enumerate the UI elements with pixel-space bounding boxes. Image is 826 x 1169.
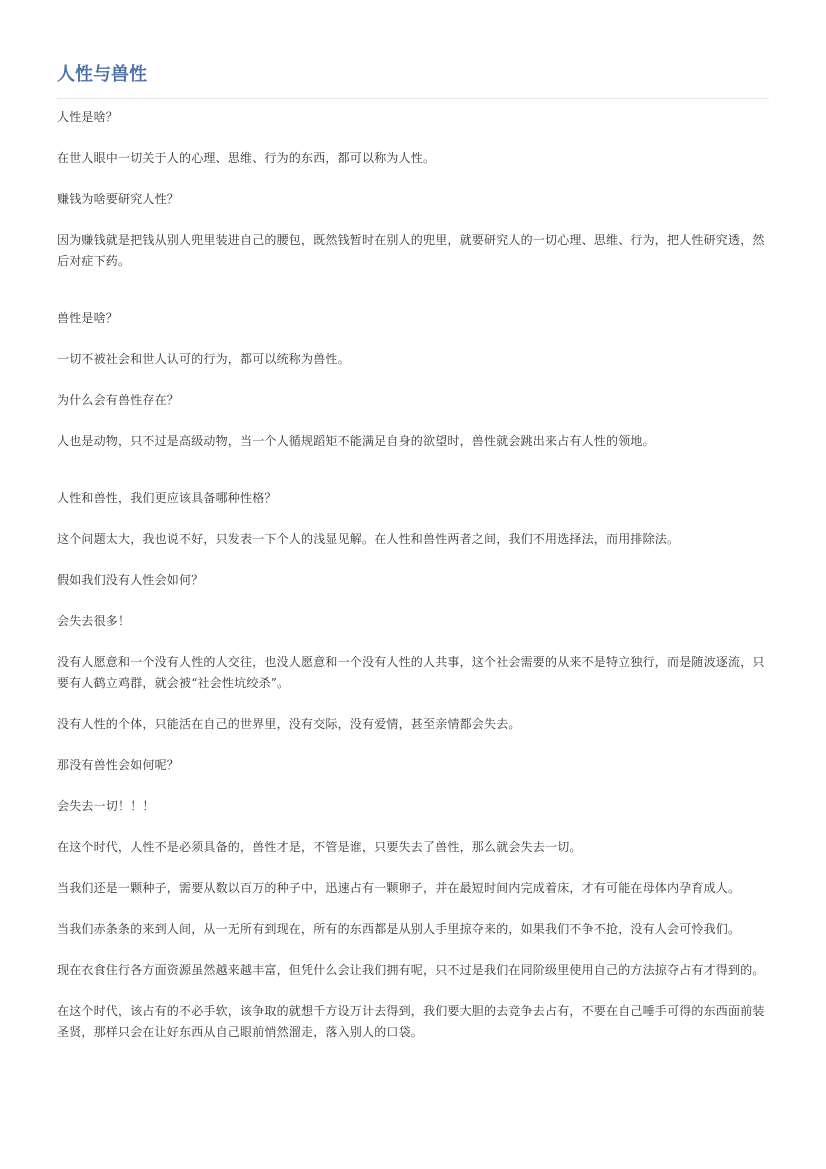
paragraph: 人也是动物，只不过是高级动物，当一个人循规蹈矩不能满足自身的欲望时，兽性就会跳出来占有人性的领地。 [57, 434, 655, 448]
paragraph: 赚钱为啥要研究人性？ [57, 192, 180, 206]
paragraph: 假如我们没有人性会如何？ [57, 573, 204, 587]
paragraph: 没有人性的个体，只能活在自己的世界里，没有交际，没有爱情，甚至亲情都会失去。 [57, 717, 521, 731]
paragraph: 人性和兽性，我们更应该具备哪种性格？ [57, 491, 277, 505]
paragraph: 在这个时代，该占有的不必手软，该争取的就想千方设万计去得到，我们要大胆的去竞争去占有，不要在自己唾手可得的东西面前装圣贤，那样只会在让好东西从自己眼前悄然溜走，落入别人的口袋。 [57, 1004, 765, 1039]
paragraph: 因为赚钱就是把钱从别人兜里装进自己的腰包，既然钱暂时在别人的兜里，就要研究人的一切心理、思维、行为，把人性研究透，然后对症下药。 [57, 233, 765, 268]
article [57, 62, 769, 1063]
paragraph: 在这个时代，人性不是必须具备的，兽性才是，不管是谁，只要失去了兽性，那么就会失去一切。 [57, 840, 582, 854]
paragraph: 没有人愿意和一个没有人性的人交往，也没人愿意和一个没有人性的人共事，这个社会需要的从来不是特立独行，而是随波逐流，只要有人鹤立鸡群，就会被“社会性坑绞杀”。 [57, 655, 765, 690]
paragraph: 当我们赤条条的来到人间，从一无所有到现在，所有的东西都是从别人手里掠夺来的，如果我们不争不抢，没有人会可怜我们。 [57, 922, 741, 936]
article-body [57, 107, 769, 1043]
paragraph: 为什么会有兽性存在？ [57, 393, 180, 407]
paragraph: 会失去很多！ [57, 614, 131, 628]
article-title: 人性与兽性 [57, 62, 769, 99]
paragraph: 兽性是啥？ [57, 311, 119, 325]
paragraph: 会失去一切！！！ [57, 799, 155, 813]
paragraph: 这个问题太大，我也说不好，只发表一下个人的浅显见解。在人性和兽性两者之间，我们不用选择法，而用排除法。 [57, 532, 680, 546]
paragraph: 一切不被社会和世人认可的行为，都可以统称为兽性。 [57, 352, 350, 366]
paragraph: 在世人眼中一切关于人的心理、思维、行为的东西，都可以称为人性。 [57, 151, 436, 165]
paragraph: 那没有兽性会如何呢？ [57, 758, 180, 772]
paragraph: 当我们还是一颗种子，需要从数以百万的种子中，迅速占有一颗卵子，并在最短时间内完成着床，才有可能在母体内孕育成人。 [57, 881, 741, 895]
paragraph: 人性是啥？ [57, 110, 119, 124]
paragraph: 现在衣食住行各方面资源虽然越来越丰富，但凭什么会让我们拥有呢，只不过是我们在同阶级里使用自己的方法掠夺占有才得到的。 [57, 963, 765, 977]
